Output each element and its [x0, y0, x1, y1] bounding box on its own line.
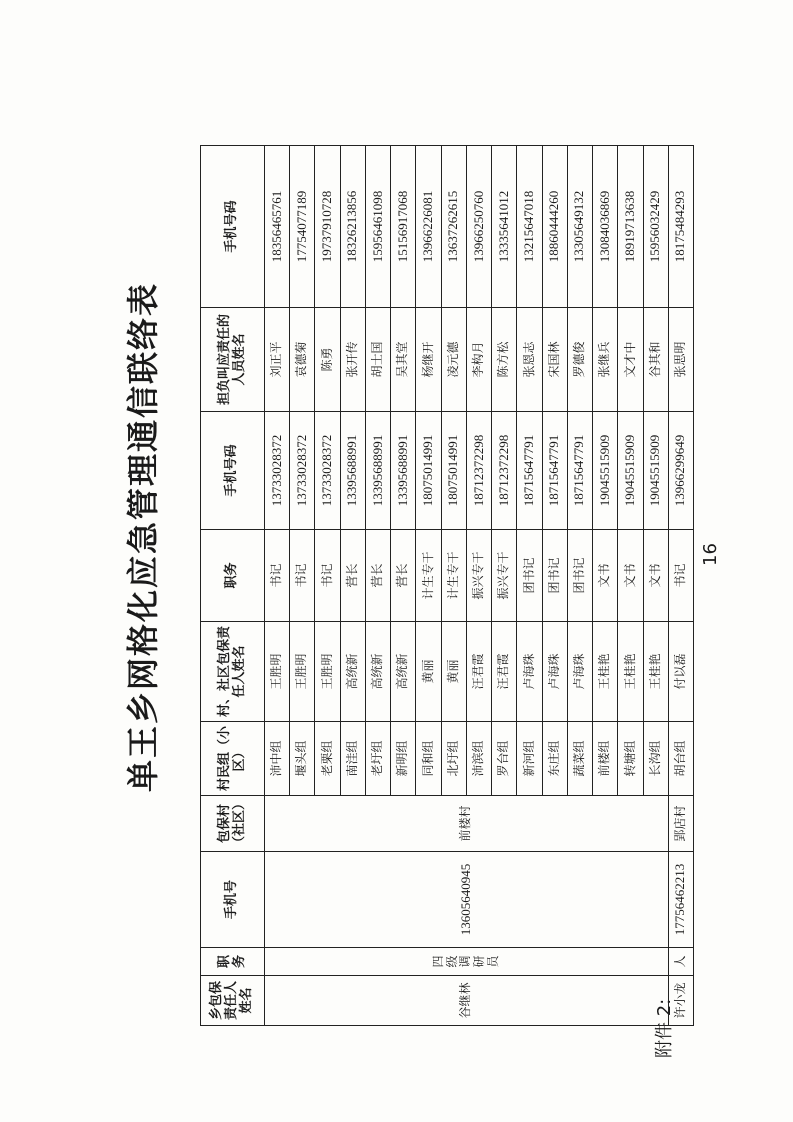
phone-number: 19045515909: [643, 412, 668, 530]
position: 营长: [340, 530, 365, 622]
caller-phone-number: 18175484293: [668, 146, 693, 308]
caller-phone-number: 13966250760: [466, 146, 491, 308]
header-village-leader: 村、社区包保责任人姓名: [201, 622, 265, 722]
phone-number: 18715647791: [567, 412, 592, 530]
header-caller: 担负叫应责任的人员姓名: [201, 308, 265, 412]
page-title: 单王乡网格化应急管理通信联络表: [124, 281, 162, 792]
group-name: 新明组: [391, 722, 416, 796]
group-name: 沛中组: [265, 722, 290, 796]
caller-phone-number: 18356465761: [265, 146, 290, 308]
position: 团书记: [517, 530, 542, 622]
village-leader-name: 高统新: [365, 622, 390, 722]
phone-number: 18712372298: [492, 412, 517, 530]
group-name: 南洼组: [340, 722, 365, 796]
leader-title: 四级调研员: [265, 948, 669, 976]
header-group: 村民组（小区）: [201, 722, 265, 796]
header-phone: 手机号码: [201, 412, 265, 530]
phone-number: 13733028372: [315, 412, 340, 530]
caller-name: 刘正平: [265, 308, 290, 412]
caller-name: 张继兵: [593, 308, 618, 412]
caller-phone-number: 15956461098: [365, 146, 390, 308]
phone-number: 13733028372: [290, 412, 315, 530]
village-leader-name: 王胜明: [290, 622, 315, 722]
caller-name: 吴其堂: [391, 308, 416, 412]
village-leader-name: 高统新: [340, 622, 365, 722]
caller-name: 宋国林: [542, 308, 567, 412]
group-name: 老圩组: [365, 722, 390, 796]
group-name: 同和组: [416, 722, 441, 796]
caller-name: 张恩志: [517, 308, 542, 412]
phone-number: 13395688991: [340, 412, 365, 530]
caller-phone-number: 19737910728: [315, 146, 340, 308]
position: 营长: [391, 530, 416, 622]
group-name: 前楼组: [593, 722, 618, 796]
village-leader-name: 王胜明: [315, 622, 340, 722]
group-name: 长沟组: [643, 722, 668, 796]
leader-phone: 13605640945: [265, 852, 669, 948]
position: 振兴专干: [492, 530, 517, 622]
position: 团书记: [542, 530, 567, 622]
leader-phone: 17756462213: [668, 852, 693, 948]
caller-phone-number: 18919713638: [618, 146, 643, 308]
caller-name: 陈勇: [315, 308, 340, 412]
caller-name: 胡士国: [365, 308, 390, 412]
village-leader-name: 王桂艳: [593, 622, 618, 722]
group-name: 老栗组: [315, 722, 340, 796]
caller-name: 杨继开: [416, 308, 441, 412]
caller-name: 罗德俊: [567, 308, 592, 412]
position: 文书: [618, 530, 643, 622]
table-row: [265, 146, 290, 1026]
leader-title: 人: [668, 948, 693, 976]
group-name: 东庄组: [542, 722, 567, 796]
group-name: 胡台组: [668, 722, 693, 796]
phone-number: 18715647791: [517, 412, 542, 530]
header-leader-name: 乡包保责任人姓名: [201, 976, 265, 1026]
position: 书记: [265, 530, 290, 622]
caller-phone-number: 15156917068: [391, 146, 416, 308]
caller-phone-number: 13215647018: [517, 146, 542, 308]
caller-name: 袁德菊: [290, 308, 315, 412]
caller-name: 谷其和: [643, 308, 668, 412]
village-leader-name: 王胜明: [265, 622, 290, 722]
caller-phone-number: 13084036869: [593, 146, 618, 308]
contact-table: [200, 145, 694, 1026]
group-name: 转塘组: [618, 722, 643, 796]
leader-name: 许小龙: [668, 976, 693, 1026]
caller-name: 凌元德: [441, 308, 466, 412]
group-name: 新河组: [517, 722, 542, 796]
group-name: 罗台组: [492, 722, 517, 796]
phone-number: 19045515909: [618, 412, 643, 530]
attachment-label: 附件 2:: [654, 998, 675, 1058]
phone-number: 13395688991: [365, 412, 390, 530]
group-name: 堰头组: [290, 722, 315, 796]
header-caller-phone: 手机号码: [201, 146, 265, 308]
village-leader-name: 王桂艳: [618, 622, 643, 722]
caller-name: 文才中: [618, 308, 643, 412]
caller-name: 张开传: [340, 308, 365, 412]
caller-phone-number: 17754077189: [290, 146, 315, 308]
caller-name: 张思明: [668, 308, 693, 412]
caller-phone-number: 13966226081: [416, 146, 441, 308]
village-leader-name: 王桂艳: [643, 622, 668, 722]
position: 计生专干: [441, 530, 466, 622]
position: 书记: [315, 530, 340, 622]
position: 计生专干: [416, 530, 441, 622]
village-leader-name: 黄丽: [441, 622, 466, 722]
position: 文书: [593, 530, 618, 622]
leader-name: 谷继林: [265, 976, 669, 1026]
page-number: 16: [700, 543, 721, 566]
village-leader-name: 黄丽: [416, 622, 441, 722]
village-leader-name: 卢海珠: [567, 622, 592, 722]
header-position: 职务: [201, 530, 265, 622]
position: 书记: [668, 530, 693, 622]
position: 书记: [290, 530, 315, 622]
table-row: [668, 146, 693, 1026]
header-leader-title: 职务: [201, 948, 265, 976]
village-name: 前楼村: [265, 796, 669, 852]
village-leader-name: 付以磊: [668, 622, 693, 722]
phone-number: 18075014991: [441, 412, 466, 530]
phone-number: 13966299649: [668, 412, 693, 530]
caller-phone-number: 18326213856: [340, 146, 365, 308]
village-leader-name: 卢海珠: [517, 622, 542, 722]
phone-number: 13733028372: [265, 412, 290, 530]
phone-number: 18075014991: [416, 412, 441, 530]
village-leader-name: 汪君霞: [466, 622, 491, 722]
position: 振兴专干: [466, 530, 491, 622]
header-village: 包保村（社区）: [201, 796, 265, 852]
header-leader-phone: 手机号: [201, 852, 265, 948]
phone-number: 19045515909: [593, 412, 618, 530]
caller-name: 李构月: [466, 308, 491, 412]
village-leader-name: 汪君霞: [492, 622, 517, 722]
caller-phone-number: 15956032429: [643, 146, 668, 308]
phone-number: 18715647791: [542, 412, 567, 530]
caller-phone-number: 13335641012: [492, 146, 517, 308]
position: 文书: [643, 530, 668, 622]
group-name: 沛滨组: [466, 722, 491, 796]
caller-phone-number: 18860444260: [542, 146, 567, 308]
phone-number: 13395688991: [391, 412, 416, 530]
caller-phone-number: 13305649132: [567, 146, 592, 308]
village-name: 郢店村: [668, 796, 693, 852]
header-row: [201, 146, 265, 1026]
village-leader-name: 高统新: [391, 622, 416, 722]
caller-name: 陈方松: [492, 308, 517, 412]
position: 团书记: [567, 530, 592, 622]
group-name: 蔬菜组: [567, 722, 592, 796]
caller-phone-number: 13637262615: [441, 146, 466, 308]
phone-number: 18712372298: [466, 412, 491, 530]
group-name: 北圩组: [441, 722, 466, 796]
village-leader-name: 卢海珠: [542, 622, 567, 722]
position: 营长: [365, 530, 390, 622]
